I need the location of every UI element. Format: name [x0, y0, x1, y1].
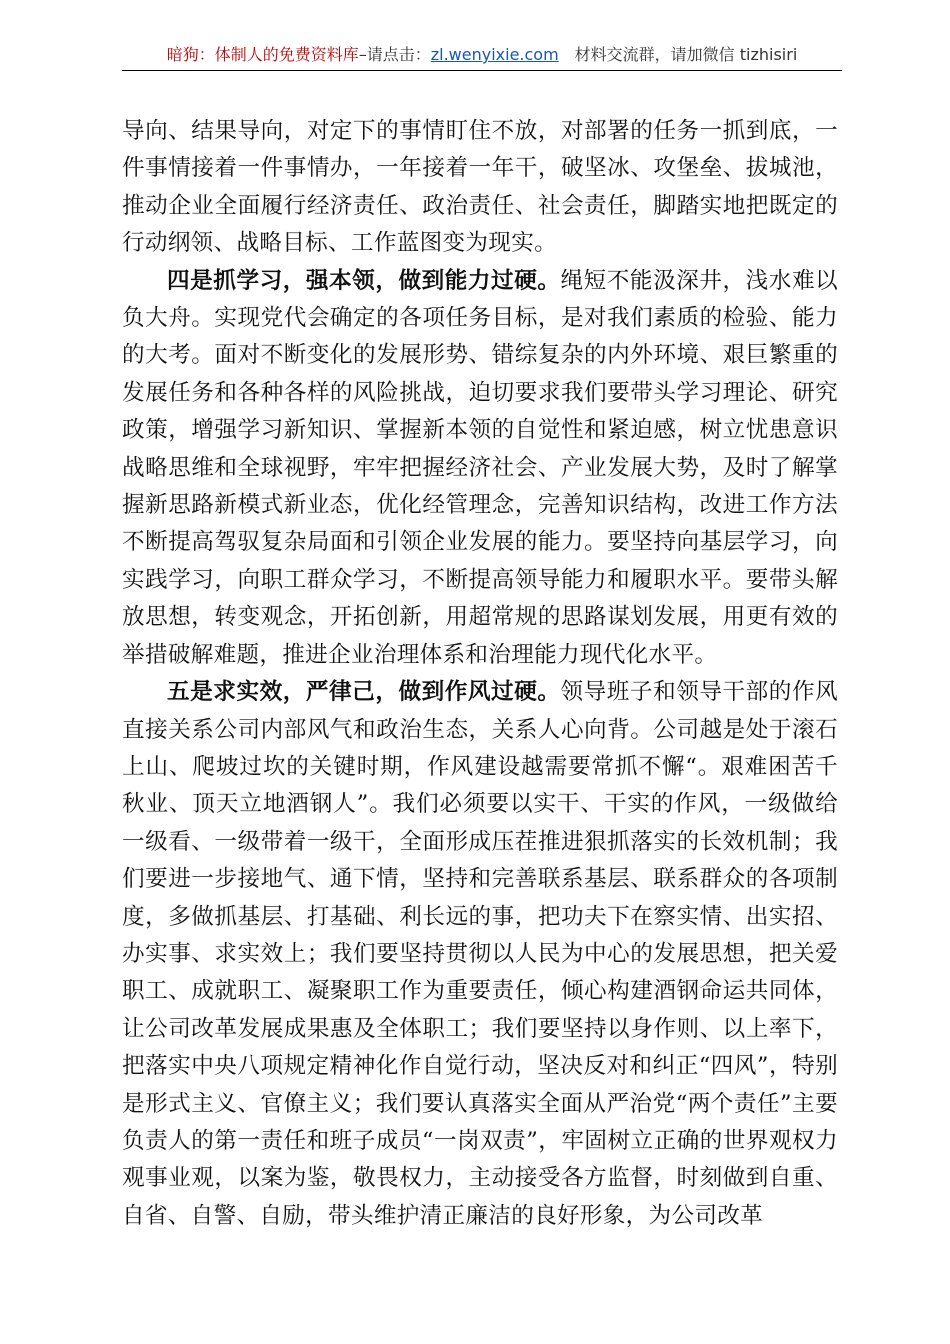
- paragraph-continuation: [122, 113, 838, 263]
- paragraph-text: 领导班子和领导干部的作风直接关系公司内部风气和政治生态，关系人心向背。公司越是处于滚石上山、爬坡过坎的关键时期，作风建设越需要常抓不懈“。艰难困苦千秋业、顶天立地酒钢人”。我们必须要以实干、干实的作风，一级做给一级看、一级带着一级干，全面形成压茬推进狠抓落实的长效机制；我们要进一步接地气、通下情，坚持和完善联系基层、联系群众的各项制度，多做抓基层、打基础、利长远的事，把功夫下在察实情、出实招、办实事、求实效上；我们要坚持贯彻以人民为中心的发展思想，把关爱职工、成就职工、凝聚职工作为重要责任，倾心构建酒钢命运共同体，让公司改革发展成果惠及全体职工；我们要坚持以身作则、以上率下，把落实中央八项规定精神化作自觉行动，坚决反对和纠正“四风”，特别是形式主义、官僚主义；我们要认真落实全面从严治党“两个责任”主要负责人的第一责任和班子成员“一岗双责”，牢固树立正确的世界观权力观事业观，以案为鉴，敬畏权力，主动接受各方监督，时刻做到自重、自省、自警、自励，带头维护清正廉洁的良好形象，为公司改革: [122, 679, 838, 1229]
- page-header: [122, 40, 842, 71]
- header-brand: 暗狗：体制人的免费资料库: [166, 45, 359, 64]
- paragraph-text: 绳短不能汲深井，浅水难以负大舟。实现党代会确定的各项任务目标，是对我们素质的检验、能力的大考。面对不断变化的发展形势、错综复杂的内外环境、艰巨繁重的发展任务和各种各样的风险挑战，迫切要求我们要带头学习理论、研究政策，增强学习新知识、掌握新本领的自觉性和紧迫感，树立忧患意识战略思维和全球视野，牢牢把握经济社会、产业发展大势，及时了解掌握新思路新模式新业态，优化经管理念，完善知识结构，改进工作方法不断提高驾驭复杂局面和引领企业发展的能力。要坚持向基层学习，向实践学习，向职工群众学习，不断提高领导能力和履职水平。要带头解放思想，转变观念，开拓创新，用超常规的思路谋划发展，用更有效的举措破解难题，推进企业治理体系和治理能力现代化水平。: [122, 267, 838, 668]
- header-contact: 材料交流群，请加微信 tizhisiri: [574, 45, 798, 64]
- header-link[interactable]: zl.wenyixie.com: [430, 45, 559, 64]
- document-body: [122, 113, 838, 1235]
- paragraph-heading: 五是求实效，严律己，做到作风过硬。: [167, 679, 561, 706]
- paragraph-text: 导向、结果导向，对定下的事情盯住不放，对部署的任务一抓到底，一件事情接着一件事情办，一年接着一年干，破坚冰、攻堡垒、拔城池，推动企业全面履行经济责任、政治责任、社会责任，脚踏实地把既定的行动纲领、战略目标、工作蓝图变为现实。: [122, 118, 838, 257]
- header-prompt: –请点击：: [358, 45, 431, 64]
- paragraph-study: [122, 263, 838, 674]
- paragraph-conduct: [122, 674, 838, 1235]
- paragraph-heading: 四是抓学习，强本领，做到能力过硬。: [167, 267, 561, 294]
